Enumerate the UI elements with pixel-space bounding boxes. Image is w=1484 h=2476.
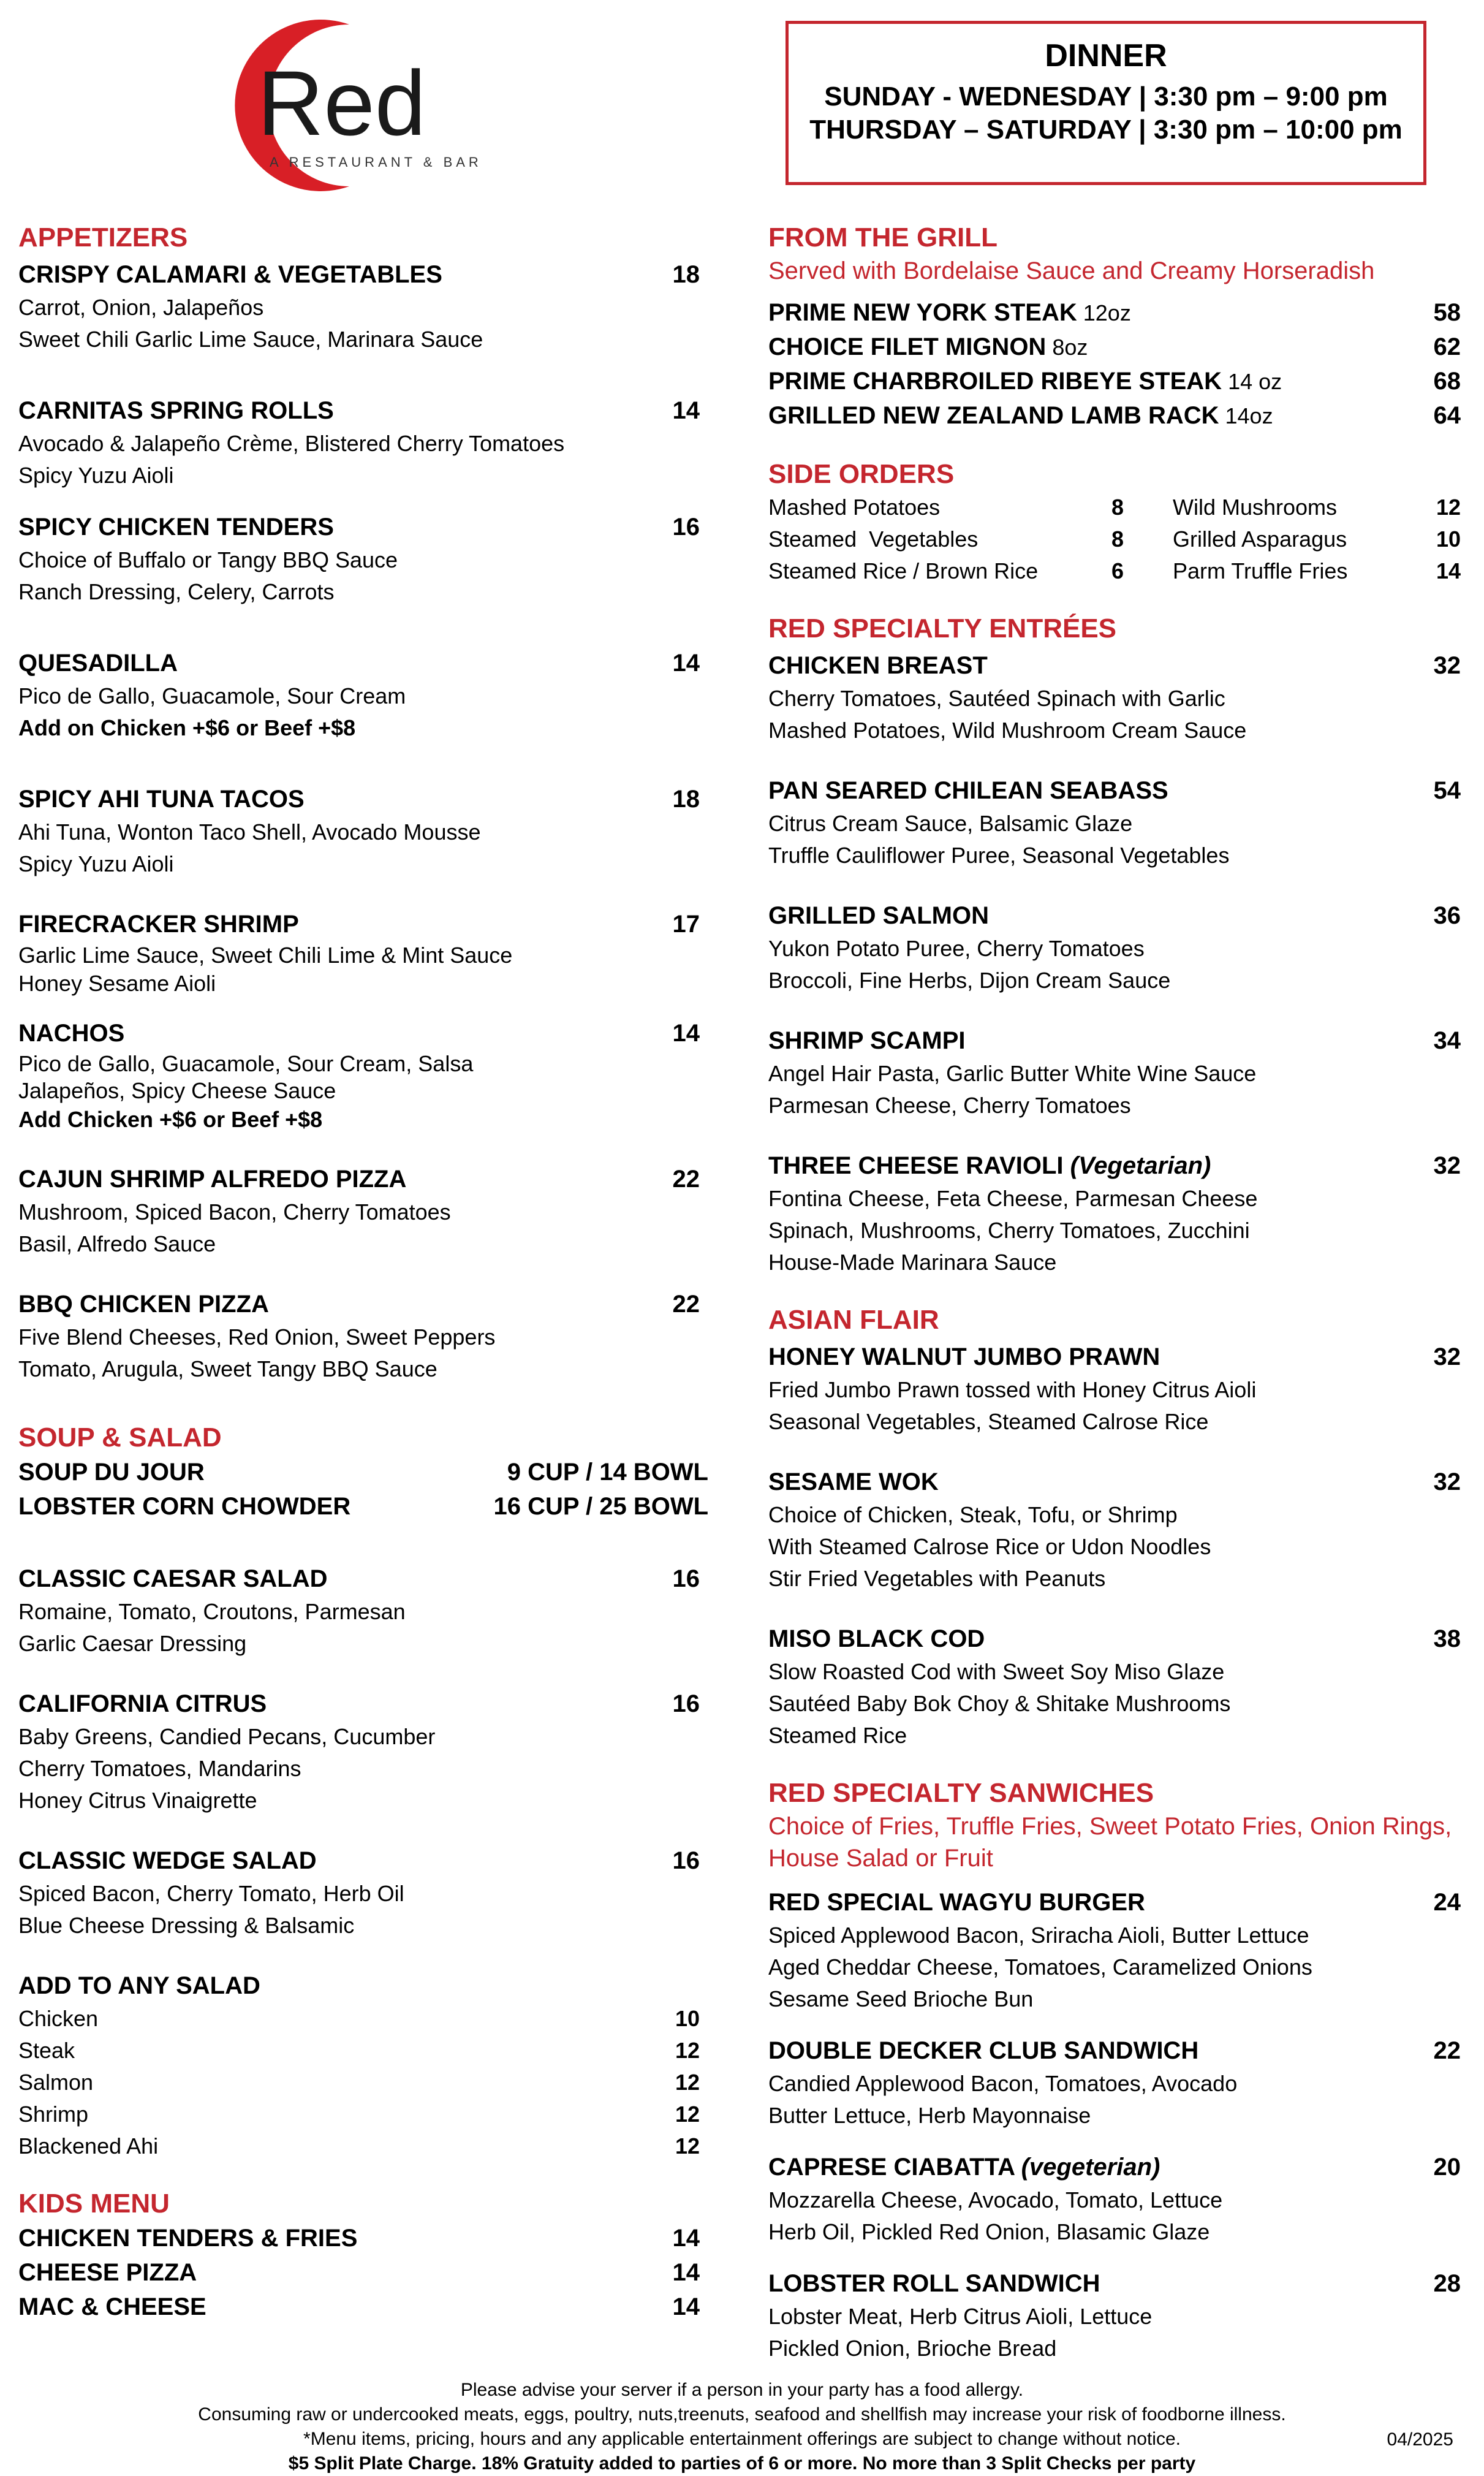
menu-item [768,1023,1461,1122]
addon-row [18,2003,700,2035]
side-name: Mashed Potatoes [768,495,941,520]
item-desc: Pico de Gallo, Guacamole, Sour Cream, Salsa [18,1051,474,1076]
item-price: 14 [672,2293,700,2320]
side-price: 8 [1111,495,1124,520]
salad-addons [18,1969,700,2162]
item-price: 68 [1433,368,1461,395]
side-name: Steamed Rice / Brown Rice [768,558,1039,583]
change-notice: *Menu items, pricing, hours and any applicable entertainment offerings are subject to change without notice. [303,2429,1181,2449]
side-name: Wild Mushrooms [1173,495,1338,520]
item-desc: Slow Roasted Cod with Sweet Soy Miso Glaze [768,1659,1225,1684]
side-price: 10 [1436,526,1461,552]
item-desc: Spiced Applewood Bacon, Sriracha Aioli, Butter Lettuce [768,1923,1309,1948]
item-addon: Add on Chicken +$6 or Beef +$8 [18,715,356,740]
item-desc: Fried Jumbo Prawn tossed with Honey Citrus Aioli [768,1377,1257,1402]
addon-row [18,2130,700,2162]
appetizers-section [18,221,700,1385]
side-price: 12 [1436,495,1461,520]
item-desc: Baby Greens, Candied Pecans, Cucumber [18,1724,436,1749]
item-name: CHICKEN BREAST [768,652,988,679]
item-desc: Spicy Yuzu Aioli [18,851,174,876]
item-desc: Honey Sesame Aioli [18,971,216,996]
item-desc: Honey Citrus Vinaigrette [18,1788,257,1813]
item-desc: Spiced Bacon, Cherry Tomato, Herb Oil [18,1881,404,1906]
item-name: CHEESE PIZZA [18,2259,197,2286]
addon-price: 12 [675,2102,700,2127]
item-price: 16 [672,1690,700,1717]
item-name: NACHOS [18,1020,125,1047]
item-price: 32 [1433,1152,1461,1179]
item-price: 18 [672,261,700,288]
item-price: 14 [672,397,700,424]
soup-row [18,1489,708,1524]
item-name: LOBSTER ROLL SANDWICH [768,2270,1100,2297]
item-name: MAC & CHEESE [18,2293,206,2320]
item-price: 14 [672,2225,700,2252]
item-desc: Garlic Caesar Dressing [18,1631,247,1656]
item-desc: Garlic Lime Sauce, Sweet Chili Lime & Mint Sauce [18,943,513,968]
item-desc: Parmesan Cheese, Cherry Tomatoes [768,1093,1131,1118]
item-name: DOUBLE DECKER CLUB SANDWICH [768,2037,1199,2064]
item-desc: Romaine, Tomato, Croutons, Parmesan [18,1599,406,1624]
item-size: 14 oz [1228,369,1282,394]
sides-section [768,457,1461,587]
menu-item [768,1622,1461,1752]
menu-item [18,393,700,492]
item-name: THREE CHEESE RAVIOLI [768,1152,1064,1179]
item-name: CARNITAS SPRING ROLLS [18,397,334,424]
addon-name: Chicken [18,2006,99,2031]
side-name: Grilled Asparagus [1173,526,1347,552]
item-desc: Lobster Meat, Herb Citrus Aioli, Lettuce [768,2304,1153,2329]
item-desc: Citrus Cream Sauce, Balsamic Glaze [768,811,1133,836]
item-name: CHOICE FILET MIGNON [768,333,1047,360]
asian-section [768,1303,1461,1752]
item-price: 36 [1433,902,1461,929]
item-price: 14 [672,1020,700,1047]
item-desc: Pickled Onion, Brioche Bread [768,2336,1057,2361]
item-price: 58 [1433,299,1461,326]
item-name: PRIME CHARBROILED RIBEYE STEAK [768,368,1222,395]
soup-price: 9 CUP / 14 BOWL [507,1459,708,1486]
sandwiches-title: RED SPECIALTY SANWICHES [768,1778,1154,1808]
menu-item [18,1162,700,1260]
item-size: 12oz [1083,300,1131,325]
kids-item [18,2255,700,2290]
item-price: 38 [1433,1625,1461,1652]
item-price: 22 [1433,2037,1461,2064]
item-price: 28 [1433,2270,1461,2297]
item-price: 18 [672,786,700,813]
item-desc: Spinach, Mushrooms, Cherry Tomatoes, Zucchini [768,1218,1250,1243]
item-price: 16 [672,1565,700,1592]
grill-item [768,364,1461,398]
item-desc: Basil, Alfredo Sauce [18,1231,216,1256]
item-desc: Mushroom, Spiced Bacon, Cherry Tomatoes [18,1199,451,1225]
item-desc: Butter Lettuce, Herb Mayonnaise [768,2103,1091,2128]
hours-line-weekday: SUNDAY - WEDNESDAY | 3:30 pm – 9:00 pm [824,82,1388,112]
item-desc: Stir Fried Vegetables with Peanuts [768,1566,1106,1591]
addon-price: 12 [675,2133,700,2159]
item-name: SHRIMP SCAMPI [768,1027,966,1054]
item-name: CAJUN SHRIMP ALFREDO PIZZA [18,1166,407,1193]
sides-row [768,492,1461,523]
item-desc: Avocado & Jalapeño Crème, Blistered Cherry Tomatoes [18,431,565,456]
menu-item [768,1149,1461,1278]
salad-addons-title: ADD TO ANY SALAD [18,1972,260,1999]
allergy-notice: Please advise your server if a person in your party has a food allergy. [460,2380,1024,2400]
grill-item [768,398,1461,433]
hours-line-weekend: THURSDAY – SATURDAY | 3:30 pm – 10:00 pm [809,115,1403,145]
item-price: 32 [1433,1343,1461,1370]
item-desc: Candied Applewood Bacon, Tomatoes, Avocado [768,2071,1238,2096]
item-name: SESAME WOK [768,1468,939,1495]
item-name: CAPRESE CIABATTA [768,2154,1015,2181]
item-desc: Spicy Yuzu Aioli [18,463,174,488]
menu-item [768,898,1461,997]
item-diet-note: (Vegetarian) [1070,1152,1211,1179]
item-desc: Pico de Gallo, Guacamole, Sour Cream [18,683,406,708]
item-desc: Angel Hair Pasta, Garlic Butter White Wine Sauce [768,1061,1257,1086]
soup-name: LOBSTER CORN CHOWDER [18,1493,351,1520]
logo-tagline: A RESTAURANT & BAR [270,154,482,170]
item-desc: Broccoli, Fine Herbs, Dijon Cream Sauce [768,968,1171,993]
sides-title: SIDE ORDERS [768,459,955,489]
item-addon: Add Chicken +$6 or Beef +$8 [18,1107,323,1132]
item-name: CRISPY CALAMARI & VEGETABLES [18,261,442,288]
addon-row [18,2098,700,2130]
item-size: 14oz [1225,403,1273,428]
item-desc: Truffle Cauliflower Puree, Seasonal Vegetables [768,843,1230,868]
item-name: GRILLED SALMON [768,902,989,929]
menu-item [18,1016,700,1135]
item-price: 64 [1433,402,1461,429]
entrees-title: RED SPECIALTY ENTRÉES [768,613,1117,644]
menu-item [768,2266,1461,2364]
item-name: CHICKEN TENDERS & FRIES [18,2225,358,2252]
appetizers-title: APPETIZERS [18,222,188,253]
item-price: 16 [672,1847,700,1874]
addon-price: 12 [675,2038,700,2063]
item-price: 62 [1433,333,1461,360]
item-name: PRIME NEW YORK STEAK [768,299,1077,326]
item-desc: Mashed Potatoes, Wild Mushroom Cream Sauce [768,718,1247,743]
item-price: 34 [1433,1027,1461,1054]
item-desc: Tomato, Arugula, Sweet Tangy BBQ Sauce [18,1356,437,1381]
addon-name: Blackened Ahi [18,2133,159,2159]
grill-section [768,221,1461,433]
item-desc: Herb Oil, Pickled Red Onion, Blasamic Glaze [768,2219,1210,2244]
side-price: 14 [1436,558,1461,583]
sandwiches-subtitle: Choice of Fries, Truffle Fries, Sweet Potato Fries, Onion Rings, [768,1813,1452,1840]
addon-price: 12 [675,2070,700,2095]
kids-title: KIDS MENU [18,2189,170,2219]
entrees-section [768,612,1461,1278]
menu-item [768,1340,1461,1438]
grill-title: FROM THE GRILL [768,222,998,253]
addon-row [18,2035,700,2067]
menu-item [768,1465,1461,1595]
side-price: 8 [1111,526,1124,552]
item-price: 22 [672,1291,700,1318]
item-price: 14 [672,650,700,677]
item-price: 17 [672,911,700,938]
item-price: 20 [1433,2154,1461,2181]
menu-item [18,1562,700,1660]
grill-item [768,295,1461,330]
item-desc: Choice of Chicken, Steak, Tofu, or Shrimp [768,1502,1178,1527]
sides-row [768,523,1461,555]
item-size: 8oz [1052,335,1088,360]
addon-name: Shrimp [18,2102,89,2127]
kids-section [18,2187,700,2324]
item-price: 32 [1433,652,1461,679]
item-price: 32 [1433,1468,1461,1495]
item-desc: Blue Cheese Dressing & Balsamic [18,1913,355,1938]
menu-item [18,782,700,880]
item-desc: Ranch Dressing, Celery, Carrots [18,579,335,604]
item-price: 24 [1433,1889,1461,1916]
item-price: 22 [672,1166,700,1193]
right-column [768,221,1461,2364]
item-desc: Ahi Tuna, Wonton Taco Shell, Avocado Mousse [18,819,481,845]
item-desc: Cherry Tomatoes, Sautéed Spinach with Garlic [768,686,1225,711]
addon-name: Salmon [18,2070,94,2095]
menu-item [18,1844,700,1942]
asian-title: ASIAN FLAIR [768,1305,939,1335]
menu-item [18,510,700,608]
kids-item [18,2221,700,2255]
item-name: CALIFORNIA CITRUS [18,1690,267,1717]
item-desc: Yukon Potato Puree, Cherry Tomatoes [768,936,1145,961]
side-price: 6 [1111,558,1124,583]
logo-wordmark: Red [257,51,426,154]
menu-item [768,773,1461,872]
item-desc: Five Blend Cheeses, Red Onion, Sweet Peppers [18,1324,496,1350]
item-desc: Mozzarella Cheese, Avocado, Tomato, Lettuce [768,2187,1223,2212]
soup-salad-title: SOUP & SALAD [18,1422,222,1453]
item-desc: Fontina Cheese, Feta Cheese, Parmesan Cheese [768,1186,1258,1211]
menu-item [18,1687,700,1817]
item-desc: Seasonal Vegetables, Steamed Calrose Rice [768,1409,1209,1434]
item-desc: House-Made Marinara Sauce [768,1250,1057,1275]
sides-row [768,555,1461,587]
soup-name: SOUP DU JOUR [18,1459,205,1486]
item-name: RED SPECIAL WAGYU BURGER [768,1889,1145,1916]
sandwiches-subtitle: House Salad or Fruit [768,1845,993,1872]
sandwiches-section [768,1776,1461,2364]
item-desc: Carrot, Onion, Jalapeños [18,295,264,320]
item-name: GRILLED NEW ZEALAND LAMB RACK [768,402,1219,429]
menu-item [18,646,700,744]
hours-title: DINNER [1045,38,1167,74]
menu-item [768,648,1461,746]
item-desc: With Steamed Calrose Rice or Udon Noodles [768,1534,1211,1559]
item-name: QUESADILLA [18,650,178,677]
item-name: PAN SEARED CHILEAN SEABASS [768,777,1168,804]
item-desc: Sautéed Baby Bok Choy & Shitake Mushrooms [768,1691,1231,1716]
item-desc: Jalapeños, Spicy Cheese Sauce [18,1078,336,1103]
footer-notices [0,2378,1484,2476]
item-desc: Sesame Seed Brioche Bun [768,1986,1034,2011]
menu-item [768,2034,1461,2132]
soup-price: 16 CUP / 25 BOWL [493,1493,708,1520]
split-charge-notice: $5 Split Plate Charge. 18% Gratuity added to parties of 6 or more. No more than 3 Split Checks per party [288,2453,1196,2474]
restaurant-logo [184,13,527,197]
item-desc: Steamed Rice [768,1723,907,1748]
side-name: Parm Truffle Fries [1173,558,1348,583]
item-diet-note: (vegeterian) [1021,2154,1160,2181]
menu-item [18,257,700,355]
item-name: BBQ CHICKEN PIZZA [18,1291,269,1318]
item-name: HONEY WALNUT JUMBO PRAWN [768,1343,1160,1370]
item-desc: Sweet Chili Garlic Lime Sauce, Marinara Sauce [18,327,483,352]
menu-item [18,1287,700,1385]
raw-food-warning: Consuming raw or undercooked meats, eggs, poultry, nuts,treenuts, seafood and shellfish may increase your risk of foodborne illness. [198,2404,1286,2425]
left-column [18,221,717,2324]
item-name: SPICY AHI TUNA TACOS [18,786,305,813]
menu-item [18,907,700,998]
soup-salad-section [18,1421,717,2162]
item-name: FIRECRACKER SHRIMP [18,911,299,938]
menu-item [768,1885,1461,2015]
soup-row [18,1455,708,1489]
item-name: SPICY CHICKEN TENDERS [18,514,334,541]
item-name: CLASSIC CAESAR SALAD [18,1565,328,1592]
item-name: MISO BLACK COD [768,1625,985,1652]
item-price: 54 [1433,777,1461,804]
item-desc: Aged Cheddar Cheese, Tomatoes, Caramelized Onions [768,1954,1312,1980]
item-price: 14 [672,2259,700,2286]
addon-name: Steak [18,2038,75,2063]
menu-item [768,2150,1461,2248]
grill-subtitle: Served with Bordelaise Sauce and Creamy Horseradish [768,257,1375,284]
item-price: 16 [672,514,700,541]
item-name: CLASSIC WEDGE SALAD [18,1847,317,1874]
addon-row [18,2067,700,2098]
grill-item [768,330,1461,364]
item-desc: Cherry Tomatoes, Mandarins [18,1756,301,1781]
item-desc: Choice of Buffalo or Tangy BBQ Sauce [18,547,398,572]
side-name: Steamed Vegetables [768,526,979,552]
kids-item [18,2290,700,2324]
menu-date: 04/2025 [1387,2429,1453,2450]
addon-price: 10 [675,2006,700,2031]
hours-box [786,21,1426,185]
